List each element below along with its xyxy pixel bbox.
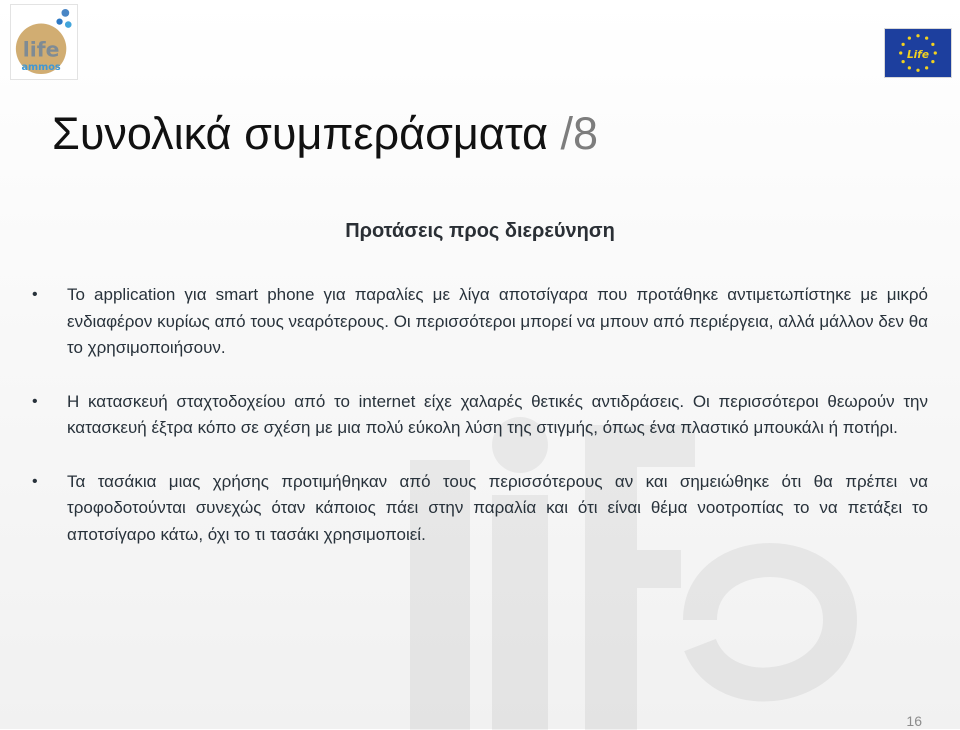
logo-dot-icon [56, 19, 62, 25]
bullet-item-disposable-ashtrays [32, 469, 928, 549]
life-ammos-logo [10, 4, 78, 80]
bullet-icon: • [32, 472, 38, 490]
bullet-icon: • [32, 286, 38, 303]
bullet-icon: • [32, 392, 38, 410]
eu-logo-word: Life [906, 48, 930, 61]
bullet-item-ashtray [32, 389, 928, 442]
title-main: Συνολικά συμπεράσματα [52, 108, 548, 159]
eu-life-logo [884, 28, 952, 78]
bullet-list [32, 282, 928, 548]
page-title [52, 106, 598, 162]
logo-dot-icon [61, 9, 69, 17]
logo-word: life [22, 37, 60, 62]
bullet-text: Η κατασκευή σταχτοδοχείου από το internet είχε χαλαρές θετικές αντιδράσεις. Οι περισσότεροι θεωρούν την κατασκευή έξτρα κόπο σε σχέση με μια πολύ εύκολη λύση της στιγμής, όπως ένα πλαστικό μπουκάλι ή ποτήρι. [67, 391, 928, 437]
title-counter: /8 [560, 108, 599, 159]
bullet-text: Τα τασάκια μιας χρήσης προτιμήθηκαν από τους περισσότερους αν και σημειώθηκε ότι θα πρέπει να τροφοδοτούνται συνεχώς όταν κάποιος πάει στην παραλία και ότι είναι θέμα νοοτροπίας το να πετάξει το αποτσίγαρο κάτω, όχι το τι τασάκι χρησιμοποιεί. [67, 471, 928, 544]
page-number: 16 [906, 713, 922, 729]
bullet-text: Το application για smart phone για παραλίες με λίγα αποτσίγαρα που προτάθηκε αντιμετωπίστηκε με μικρό ενδιαφέρον κυρίως από τους νεαρότερους. Οι περισσότεροι μπορεί να μπουν από περιέργεια, αλλά μάλλον δεν θα το χρησιμοποιήσουν. [67, 285, 928, 357]
section-subtitle: Προτάσεις προς διερεύνηση [345, 220, 615, 242]
bullet-item-app [32, 282, 928, 362]
logo-subword: ammos [21, 62, 61, 74]
logo-dot-icon [65, 21, 72, 28]
